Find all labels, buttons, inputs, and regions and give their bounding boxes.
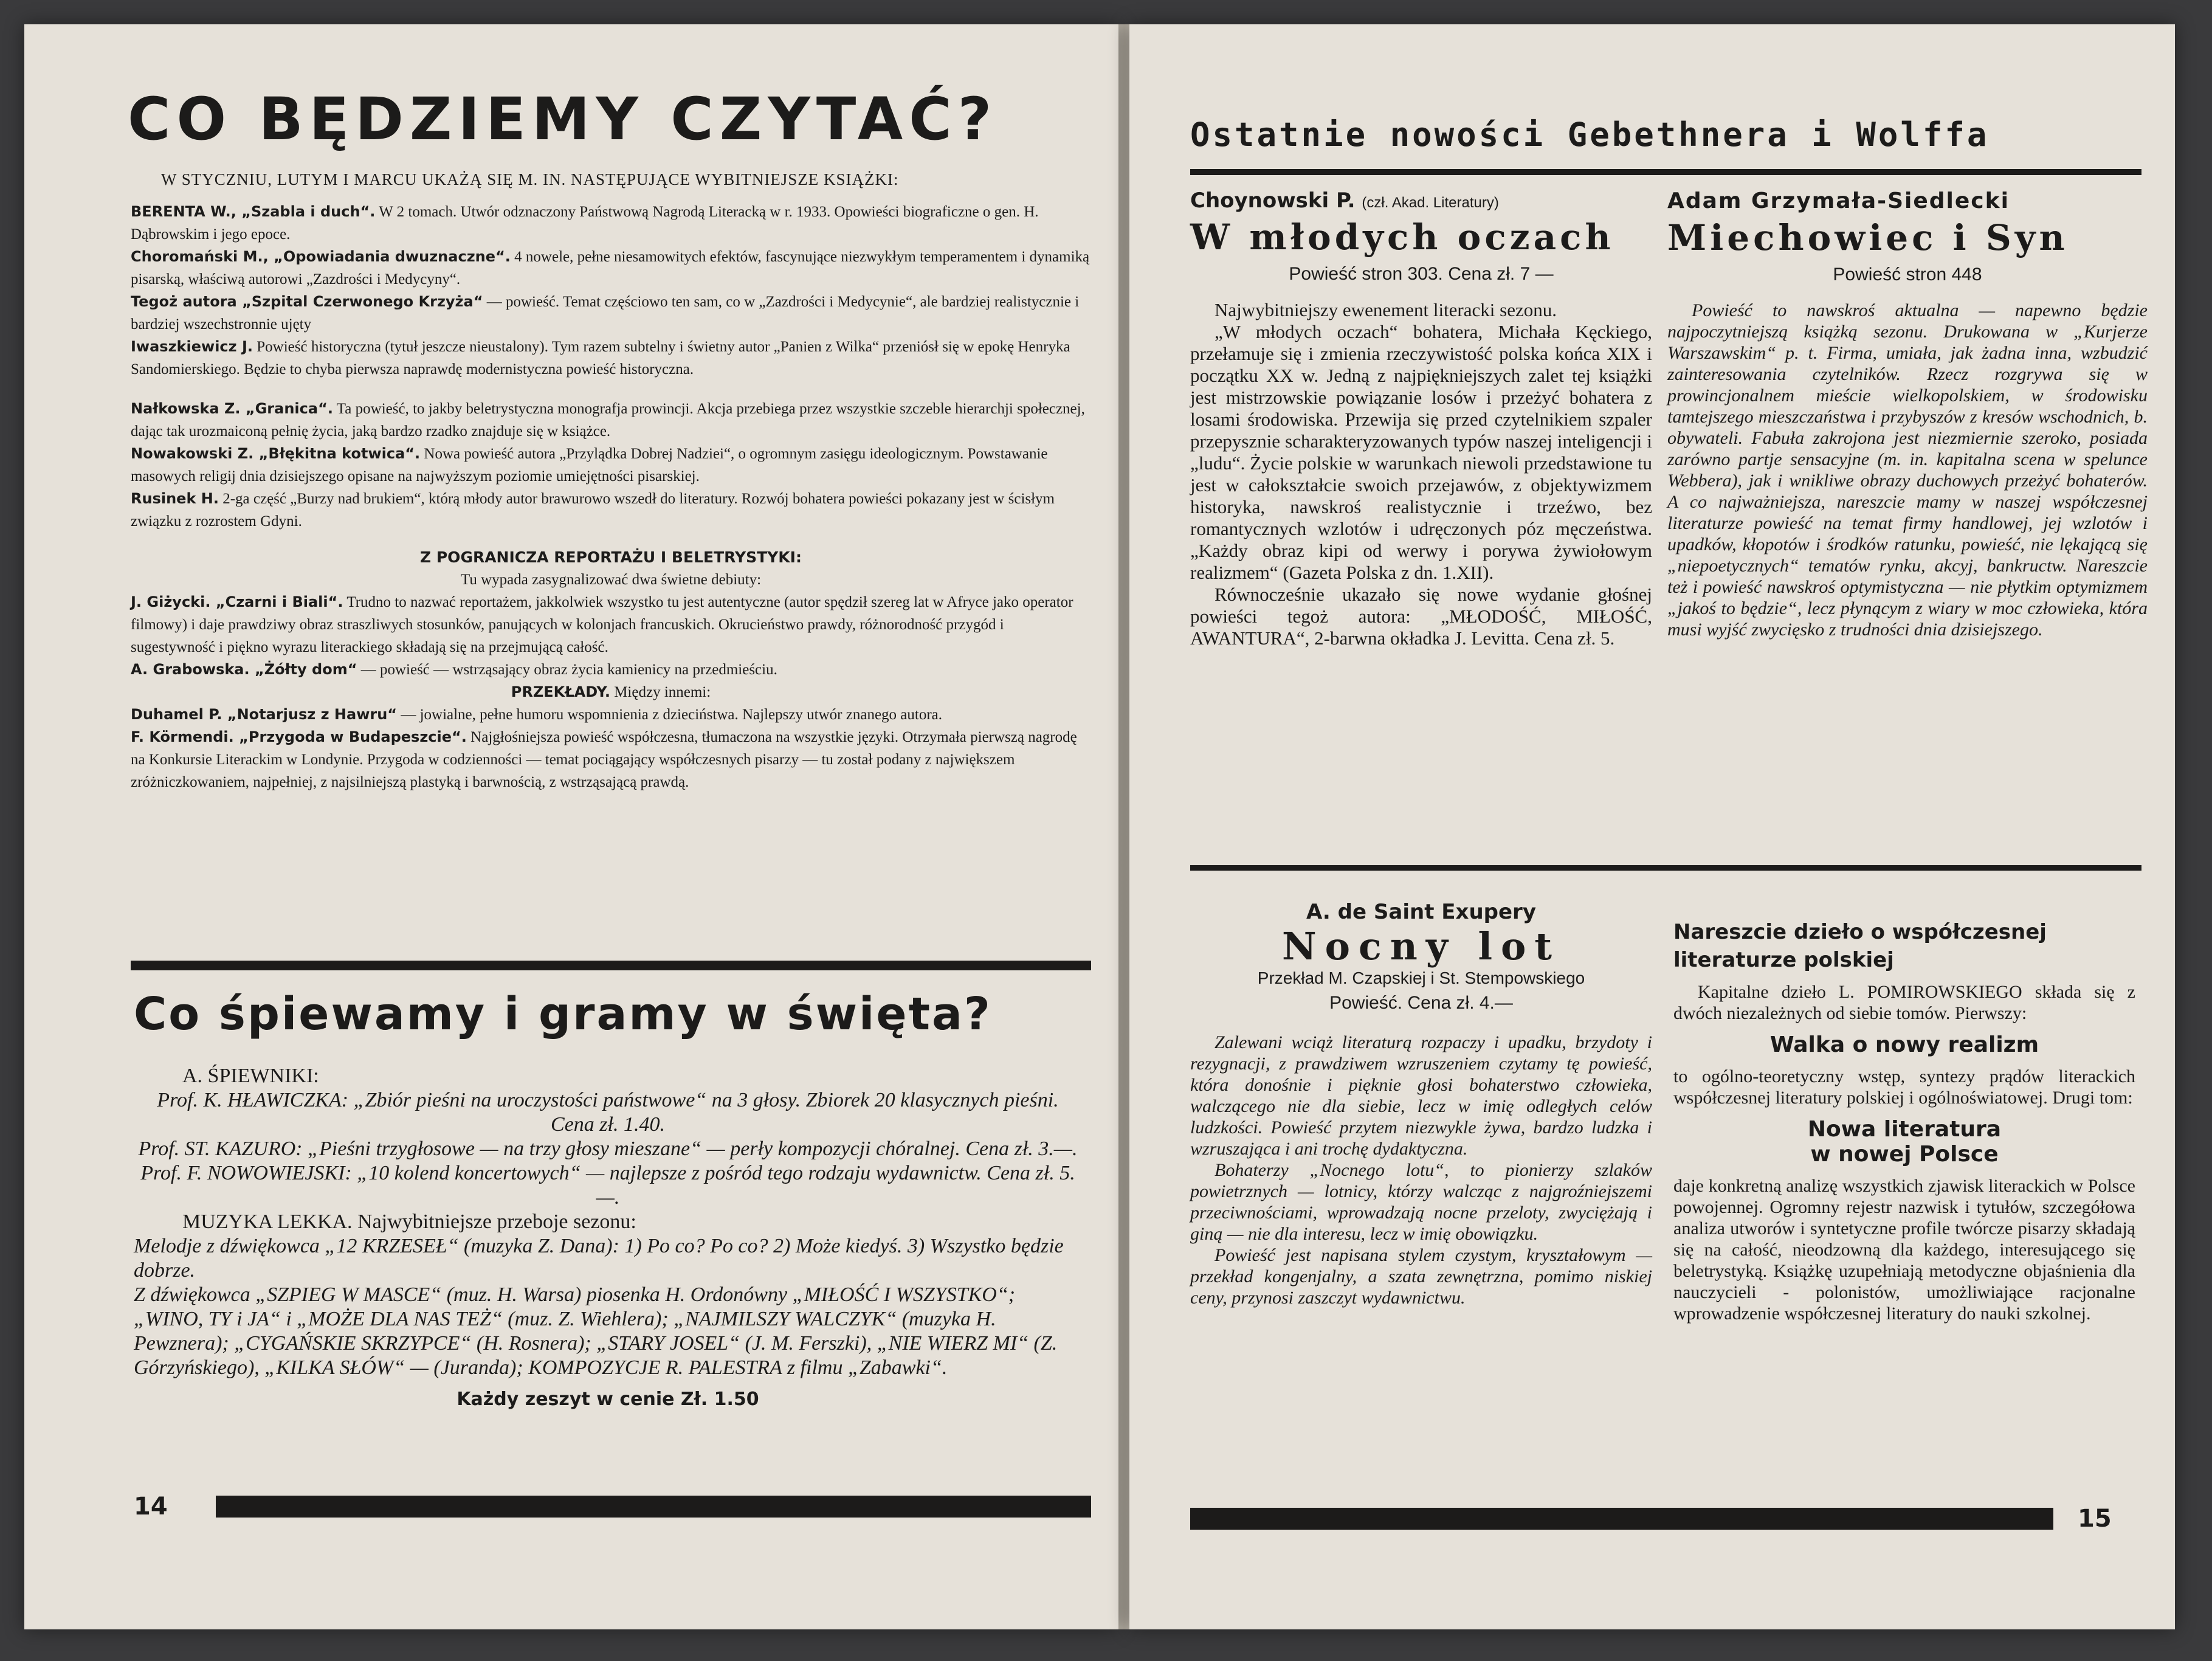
book-text: Powieść to nawskroś aktualna — napewno będzie najpoczytniejszą książką sezonu. Drukowana w „Kurjerze Warszawskim“ p. t. Firma, umiała, jak żadna inna, wzbudzić zainteresowania czytelników. Rzecz rozgrywa się w prowincjonalnem mieście wielkopolskiem, w środowisku tamtejszego mieszczaństwa i przybyszów z kresów wschodnich, b. obywateli. Fabuła zakrojona jest niezmiernie szeroko, posiada zarówno partje sensacyjne (m. in. kapitalna scena w spelunce Webbera), jak i wnikliwe obrazy duchowych przeżyć bohaterów. A co najważniejsza, nareszcie mamy w naszej współczesnej literaturze powieść na temat firmy handlowej, jej wzlotów i upadków, kłopotów i środków ratunku, powieść, nie lękającą się „niepoetycznych“ tematów rynku, akcyj, bankructw. Nareszcie też i powieść nawskroś optymistyczna — nie płytkim optymizmem „jakoś to będzie“, lecz płynącym z wiary w moc człowieka, która musi wyjść zwycięsko z trudności dnia dzisiejszego. xyxy=(1667,300,2148,640)
book-list xyxy=(131,201,1091,793)
list-item: Rusinek H. 2-ga część „Burzy nad brukiem“, którą młody autor brawurowo wszedł do literatury. Rozwój bohatera powieści pokazany jest w ścisłym związku z rozrostem Gdyni. xyxy=(131,490,1055,530)
right-page-title: Ostatnie nowości Gebethnera i Wolffa xyxy=(1190,116,1990,154)
list-item: Tegoż autora „Szpital Czerwonego Krzyża“ — powieść. Temat częściowo ten sam, co w „Zazdrości i Medycynie“, ale bardziej realistycznie i bardziej wszechstronnie ujęty xyxy=(131,293,1080,333)
book-text: Równocześnie ukazało się nowe wydanie głośnej powieści tegoż autora: „MŁODOŚĆ, MIŁOŚĆ, AWANTURA“, 2-barwna okładka J. Levitta. Cena zł. 5. xyxy=(1190,584,1652,649)
right-page xyxy=(1129,24,2175,1629)
book-author: Choynowski P. (czł. Akad. Literatury) xyxy=(1190,188,1499,213)
section-heading: PRZEKŁADY. Między innemi: xyxy=(511,683,711,700)
list-item: Iwaszkiewicz J. Powieść historyczna (tytuł jeszcze nieustalony). Tym razem subtelny i świetny autor „Panien z Wilka“ przeniósł się w epokę Henryka Sandomierskiego. Będzie to chyba pierwsza naprawdę modernistyczna powieść historyczna. xyxy=(131,338,1070,378)
list-item: Choromański M., „Opowiadania dwuznaczne“. 4 nowele, pełne niesamowitych efektów, fascynujące niezwykłym temperamentem i dynamiką pisarską, właściwą autorowi „Zazdrości i Medycyny“. xyxy=(131,248,1090,288)
book-meta: Powieść. Cena zł. 4.— xyxy=(1329,993,1513,1013)
volume-title: Nowa literatura xyxy=(1807,1117,2002,1142)
page-number: 14 xyxy=(134,1493,168,1521)
music-header: MUZYKA LEKKA. Najwybitniejsze przeboje sezonu: xyxy=(182,1210,636,1233)
page-number: 15 xyxy=(2078,1505,2112,1533)
divider-rule xyxy=(131,961,1091,970)
list-item: BERENTA W., „Szabla i duch“. W 2 tomach. Utwór odznaczony Państwową Nagrodą Literacką w r. 1933. Opowieści biograficzne o gen. H. Dąbrowskim i jego epoce. xyxy=(131,203,1039,243)
book-title: Nocny lot xyxy=(1281,924,1560,969)
book-title: W młodych oczach xyxy=(1190,216,1614,258)
volume-title: Walka o nowy realizm xyxy=(1769,1032,2039,1057)
book-text: to ogólno-teoretyczny wstęp, syntezy prądów literackich współczesnej literatury polskiej i ogólnoświatowej. Drugi tom: xyxy=(1673,1066,2135,1108)
list-item: J. Giżycki. „Czarni i Biali“. Trudno to nazwać reportażem, jakkolwiek wszystko tu jest autentyczne (autor spędził szereg lat w Afryce jako operator filmowy) i daje prawdziwy obraz straszliwych stosunków, panujących w kolonjach francuskich. Okrucieństwo prawdy, różnorodność przygód i sugestywność i piękno wyrazu literackiego składają się na przejmującą całość. xyxy=(131,593,1073,655)
volume-title: w nowej Polsce xyxy=(1810,1142,1999,1167)
book-text: Zalewani wciąż literaturą rozpaczy i upadku, brzydoty i rezygnacji, z prawdziwem wzruszeniem czytamy tę powieść, która donośnie i pięknie głosi bohaterstwo człowieka, walczącego nie dla siebie, lecz w imię odległych celów ludzkości. Powieść przytem niezwykle żywa, bardzo ludzka i wzruszająca i ani trochę dydaktyczna. xyxy=(1190,1032,1652,1159)
list-item: Duhamel P. „Notarjusz z Hawru“ — jowialne, pełne humoru wspomnienia z dzieciństwa. Najlepszy utwór znanego autora. xyxy=(131,706,943,723)
left-page-subtitle: W STYCZNIU, LUTYM I MARCU UKAŻĄ SIĘ M. IN. NASTĘPUJĄCE WYBITNIEJSZE KSIĄŻKI: xyxy=(161,170,899,188)
footer-rule xyxy=(216,1496,1091,1518)
book-text: „W młodych oczach“ bohatera, Michała Kęckiego, przełamuje się i zmienia rzeczywistość polska końca XIX i początku XX w. Jedną z najpiękniejszych zalet tej książki jest mistrzowskie powiązanie losów i przeżyć bohatera z losami środowiska. Przewija się przed czytelnikiem szpaler przepysznie scharakteryzowanych typów naszej inteligencji i „ludu“. Życie polskie w warunkach niewoli przedstawione tu jest w całokształcie swoich przejawów, z objektywizmem historyka, nawskroś realistycznie i trzeźwo, bez romantycznych wzlotów i udręczonych póz męczeństwa. „Każdy obraz kipi od werwy i porywa żywiołowym realizmem“ (Gazeta Polska z dn. 1.XII). xyxy=(1190,321,1652,583)
price-note: Każdy zeszyt w cenie Zł. 1.50 xyxy=(457,1389,759,1410)
book-title: Miechowiec i Syn xyxy=(1667,217,2069,258)
divider-rule xyxy=(1190,865,2141,871)
book-text: Powieść jest napisana stylem czystym, kryształowym — przekład kongenjalny, a szata zewnętrzna, pomimo niskiej ceny, przynosi zaszczyt wydawnictwu. xyxy=(1190,1245,1652,1308)
list-item: Prof. ST. KAZURO: „Pieśni trzygłosowe — na trzy głosy mieszane“ — perły kompozycji chóralnej. Cena zł. 3.—. xyxy=(138,1138,1078,1160)
book-grzymala xyxy=(1667,188,2148,640)
songbooks xyxy=(134,1064,1082,1412)
book-pomirowski xyxy=(1673,918,2135,1324)
title-underline xyxy=(1190,169,2141,175)
book-heading: Nareszcie dzieło o współczesnej literaturze polskiej xyxy=(1673,920,2047,972)
list-item: Nałkowska Z. „Granica“. Ta powieść, to jakby beletrystyczna monografja prowincji. Akcja przebiega przez wszystkie szczeble hierarchji społecznej, dając tak urozmaiconą pełnię życia, jaką bardzo rzadko znajduje się w książce. xyxy=(131,400,1085,440)
list-item: Prof. K. HŁAWICZKA: „Zbiór pieśni na uroczystości państwowe“ na 3 głosy. Zbiorek 20 klasycznych pieśni. Cena zł. 1.40. xyxy=(157,1089,1059,1136)
footer-rule xyxy=(1190,1508,2053,1530)
book-saint-exupery xyxy=(1190,900,1652,1308)
list-item: Melodje z dźwiękowca „12 KRZESEŁ“ (muzyka Z. Dana): 1) Po co? Po co? 2) Może kiedyś. 3) Wszystko będzie dobrze. xyxy=(134,1235,1064,1282)
list-item: A. Grabowska. „Żółty dom“ — powieść — wstrząsający obraz życia kamienicy na przedmieściu. xyxy=(131,661,777,678)
book-meta: Powieść stron 448 xyxy=(1833,264,1982,285)
section-title-songs: Co śpiewamy i gramy w święta? xyxy=(134,988,992,1040)
book-text: Kapitalne dzieło L. POMIROWSKIEGO składa się z dwóch niezależnych od siebie tomów. Pierwszy: xyxy=(1673,982,2135,1023)
section-heading: Z POGRANICZA REPORTAŻU I BELETRYSTYKI: xyxy=(420,548,802,566)
book-choynowski xyxy=(1190,188,1652,649)
list-item: F. Körmendi. „Przygoda w Budapeszcie“. Najgłośniejsza powieść współczesna, tłumaczona na wszystkie języki. Otrzymała pierwszą nagrodę na Konkursie Literackim w Londynie. Przygoda w codzienności — temat pociągający współczesnych pisarzy — tu został podany z największem zróżniczkowaniem, najpełniej, z najsilniejszą plastyką i barwnością, z wstrząsającą prawdą. xyxy=(131,728,1077,790)
book-meta: Powieść stron 303. Cena zł. 7 — xyxy=(1289,264,1554,284)
book-text: Najwybitniejszy ewenement literacki sezonu. xyxy=(1215,299,1557,320)
list-item: Nowakowski Z. „Błękitna kotwica“. Nowa powieść autora „Przylądka Dobrej Nadziei“, o ogromnym zasięgu ideologicznym. Powstawanie masowych religij dnia dzisiejszego opisane na najwyższym poziomie umiejętności pisarskiej. xyxy=(131,445,1048,485)
left-page xyxy=(24,24,1118,1629)
book-author: A. de Saint Exupery xyxy=(1306,900,1536,924)
list-item: Prof. F. NOWOWIEJSKI: „10 kolend koncertowych“ — najlepsze z pośród tego rodzaju wydawnictw. Cena zł. 5.—. xyxy=(140,1162,1075,1209)
left-page-title: CO BĘDZIEMY CZYTAĆ? xyxy=(128,85,998,153)
songbooks-header: A. ŚPIEWNIKI: xyxy=(182,1065,319,1087)
book-translator: Przekład M. Czapskiej i St. Stempowskiego xyxy=(1257,969,1585,987)
book-author: Adam Grzymała-Siedlecki xyxy=(1667,188,2010,213)
list-item: Z dźwiękowca „SZPIEG W MASCE“ (muz. H. Warsa) piosenka H. Ordonówny „MIŁOŚĆ I WSZYSTKO“; „WINO, TY i JA“ i „MOŻE DLA NAS TEŻ“ (muz. Z. Wiehlera); „NAJMILSZY WALCZYK“ (muzyka H. Pewznera); „CYGAŃSKIE SKRZYPCE“ (H. Rosnera); „STARY JOSEL“ (J. M. Ferszki), „NIE WIERZ MI“ (Z. Górzyńskiego), „KILKA SŁÓW“ — (Juranda); KOMPOZYCJE R. PALESTRA z filmu „Zabawki“. xyxy=(134,1283,1058,1379)
book-text: Bohaterzy „Nocnego lotu“, to pionierzy szlaków powietrznych — lotnicy, którzy walcząc z najgroźniejszemi przeciwnościami, wprowadzają nocne przeloty, zwyciężają i giną — nie dla interesu, lecz w imię obowiązku. xyxy=(1190,1160,1652,1244)
book-text: daje konkretną analizę wszystkich zjawisk literackich w Polsce powojennej. Ogromny rejestr nazwisk i tytułów, szczegółowa analiza utworów i syntetyczne profile twórcze pisarzy składają się na całość, nieodzowną dla każdego, interesującego się beletrystyką. Książkę uzupełniają metodyczne objaśnienia dla nauczycieli - polonistów, umożliwiające racjonalne wprowadzenie współczesnej literatury do nauki szkolnej. xyxy=(1673,1176,2135,1324)
section-subheading: Tu wypada zasygnalizować dwa świetne debiuty: xyxy=(460,572,762,588)
